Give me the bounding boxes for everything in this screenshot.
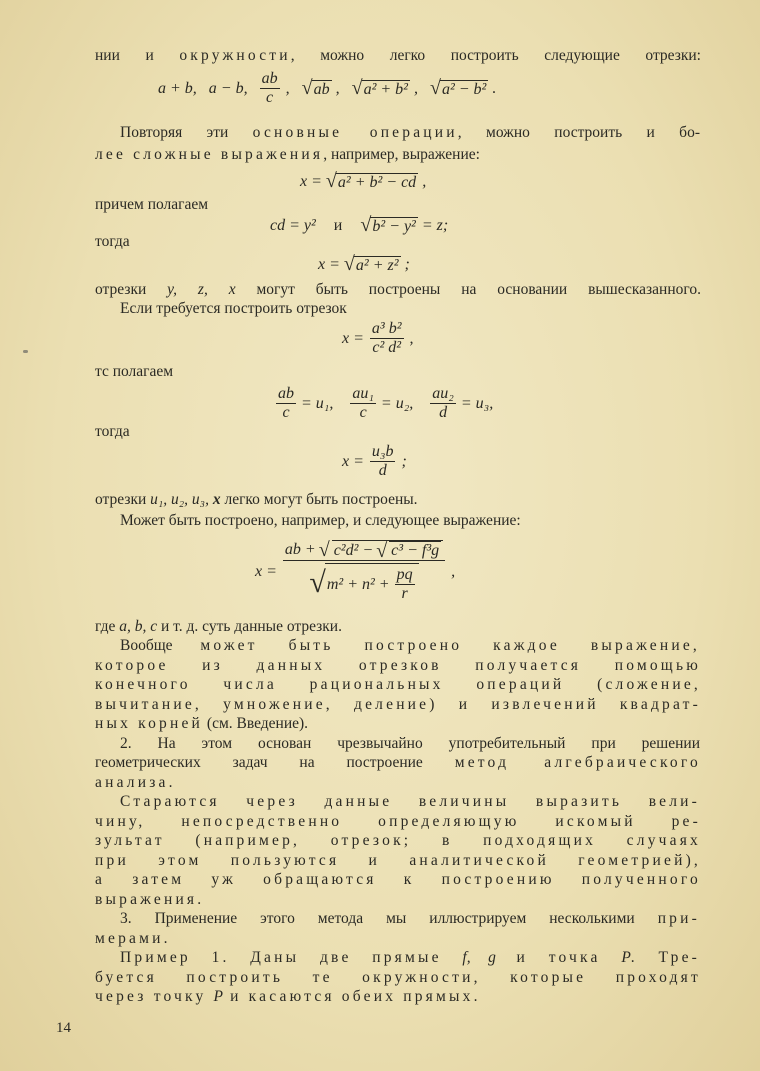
text-line [95,145,480,165]
radicand: c²d² − [333,541,374,559]
text-line [95,753,701,773]
text-line [95,422,130,442]
text-run: 2. На этом основан чрезвычайно употребительный при решении [120,735,700,752]
spaced-text: может быть построено каждое выражение, [200,637,700,654]
text-line [95,695,701,715]
sqrt-sign: √ [351,77,363,99]
text-line [95,617,342,637]
sqrt-sign: √ [343,253,355,275]
text-line [95,362,173,382]
text-line [95,929,171,949]
formula-lhs: x = [342,329,364,347]
denominator: r [401,585,408,602]
radicand: a² + b² − cd [337,174,417,191]
text-line [95,890,204,910]
math-variable: f, g [462,949,496,966]
comma: , [285,79,290,97]
spaced-text: а затем уж обращаются к построению полученного [95,871,701,888]
text-line [95,232,130,252]
text-run: Если требуется построить отрезок [120,300,347,317]
period: . [492,79,497,97]
fraction [430,385,456,422]
text-line [120,909,700,929]
comma: , [413,79,418,97]
text-run: (см. Введение). [203,715,309,732]
math-variable: y, z, x [167,281,236,298]
text-run: , например, выражение: [323,146,480,163]
sqrt-sign: √ [309,566,326,599]
formula-substitution-1 [270,214,448,237]
text-run: отрезки [95,281,168,298]
spaced-text: лее сложные выражения [95,146,324,163]
text-run: отрезки [95,491,151,508]
fraction [370,443,396,480]
numerator-term: ab + [284,541,316,558]
math-variable: x [212,491,221,508]
spaced-text: буется построить те окружности, которые проходят [95,969,701,986]
semicolon: ; [404,255,410,273]
spaced-text: при этом пользуются и аналитической геометрией), [95,852,701,869]
text-line [95,773,176,793]
numerator: au₁ [352,385,374,402]
text-line [95,831,701,851]
formula-lhs: x = [342,452,364,470]
radicand: ab [313,81,330,98]
text-line [120,511,521,531]
text-run: Повторяя эти [120,124,253,141]
text-line [120,792,700,812]
numerator: u₃b [371,443,394,460]
denominator: d [378,462,387,479]
spaced-text: выражения. [95,891,205,908]
text-run: тогда [95,423,130,440]
sqrt-sign: √ [325,170,337,192]
text-line [95,195,208,215]
formula-lhs: x = [318,255,340,273]
spaced-text: которое из данных отрезков получается помощью [95,657,701,674]
formula-substitution-2 [274,385,493,422]
text-line [95,851,701,871]
math-variable: P [621,949,631,966]
text-line [120,948,700,968]
spaced-text: и касаются обеих прямых. [223,988,481,1005]
text-line [95,46,701,66]
text-run: 3. Применение этого метода мы иллюстрируем несколькими [120,910,658,927]
sqrt-sign: √ [429,77,441,99]
numerator: pq [396,566,413,583]
sqrt-sign: √ [376,539,388,562]
fraction [350,385,376,422]
text-line [120,123,700,143]
text-run: тс полагаем [95,363,174,380]
text-run: Вообще [120,637,201,654]
formula-term: a + b, [158,79,197,97]
comma: , [335,79,340,97]
spaced-text: Стараются через данные величины выразить вели- [120,793,700,810]
formula-term: = u₁, [301,394,334,412]
spaced-text: чину, непосредственно определяющую искомый ре- [95,813,701,830]
text-run: и т. д. суть данные отрезки. [157,618,342,635]
fraction [395,566,415,603]
text-line [95,870,701,890]
fraction [370,320,404,357]
spaced-text: через точку [95,988,214,1005]
radicand: c³ − f³g [391,542,440,559]
text-line [120,299,347,319]
semicolon: ; [401,452,407,470]
radicand: b² − y² [372,218,416,235]
denominator: d [439,404,448,421]
text-run: тогда [95,233,130,250]
comma: , [409,329,414,347]
math-variable: P [213,988,224,1005]
formula-term: a − b, [208,79,248,97]
text-run: Может быть построено, например, и следующее выражение: [120,512,521,529]
text-line [95,280,701,300]
radicand: a² + z² [355,257,399,274]
formula-term: cd = y² [270,216,316,234]
text-line [120,636,700,656]
page-number: 14 [56,1020,71,1036]
formula-expression-1 [300,170,426,193]
spaced-text: основные операции [252,124,458,141]
formula-result-1 [318,253,410,276]
math-variable: a, b, c [119,618,158,635]
spaced-text: Пример 1. Даны две прямые [120,949,463,966]
sqrt-sign: √ [360,214,372,236]
scan-smudge [23,350,28,353]
text-line [95,490,418,510]
conjunction: и [333,216,343,234]
spaced-text: . Тре- [630,949,701,966]
spaced-text: ных корней [95,715,204,732]
formula-term: = u₂, [380,394,414,412]
text-line [95,987,481,1007]
sqrt-sign: √ [318,539,330,561]
fraction [260,70,280,107]
comma: , [422,172,427,190]
formula-term: = u₃, [460,394,494,412]
spaced-text: и точка [495,949,622,966]
numerator: ab [278,385,294,402]
fraction [276,385,296,422]
numerator: au₂ [432,385,454,402]
math-variable: u₁, u₂, u₃, [150,491,213,508]
formula-basic-segments [158,70,496,107]
text-line [120,734,700,754]
text-run: легко могут быть построены. [220,491,418,508]
spaced-text: при- [657,910,700,927]
text-line [95,968,701,988]
formula-expression-3 [255,540,455,603]
numerator: ab [261,70,278,87]
text-run: геометрических задач на построение [95,754,455,771]
spaced-text: мерами. [95,930,171,947]
spaced-text: конечного числа рациональных операций (сложение, [95,676,701,693]
formula-result-2 [342,443,407,480]
formula-lhs: x = [255,562,277,580]
text-run: причем полагаем [95,196,209,213]
spaced-text: зультат (например, отрезок; в подходящих случаях [95,832,701,849]
text-line [95,812,701,832]
text-run: , можно построить и бо- [457,124,700,141]
spaced-text: окружности [179,47,291,64]
radicand: a² − b² [441,81,487,98]
text-run: нии и [95,47,180,64]
spaced-text: вычитание, умножение, деление) и извлечений квадрат- [95,696,701,713]
spaced-text: анализа. [95,774,176,791]
denominator: c [282,404,290,421]
text-line [95,675,701,695]
denominator: c [359,404,367,421]
formula-expression-2 [342,320,414,357]
fraction [283,540,445,603]
denominator: c² d² [372,339,402,356]
formula-lhs: x = [300,172,322,190]
formula-term: = z; [421,216,449,234]
numerator: a³ b² [371,320,402,337]
text-line [95,714,308,734]
text-run: могут быть построены на основании вышесказанного. [235,281,701,298]
text-run: где [95,618,120,635]
denominator: c [266,89,274,106]
sqrt-sign: √ [301,77,313,99]
radicand: a² + b² [363,81,408,98]
text-line [95,656,701,676]
text-run: , можно легко построить следующие отрезки: [290,47,701,64]
spaced-text: метод алгебраического [454,754,701,771]
comma: , [451,562,456,580]
radicand: m² + n² + [326,575,390,593]
